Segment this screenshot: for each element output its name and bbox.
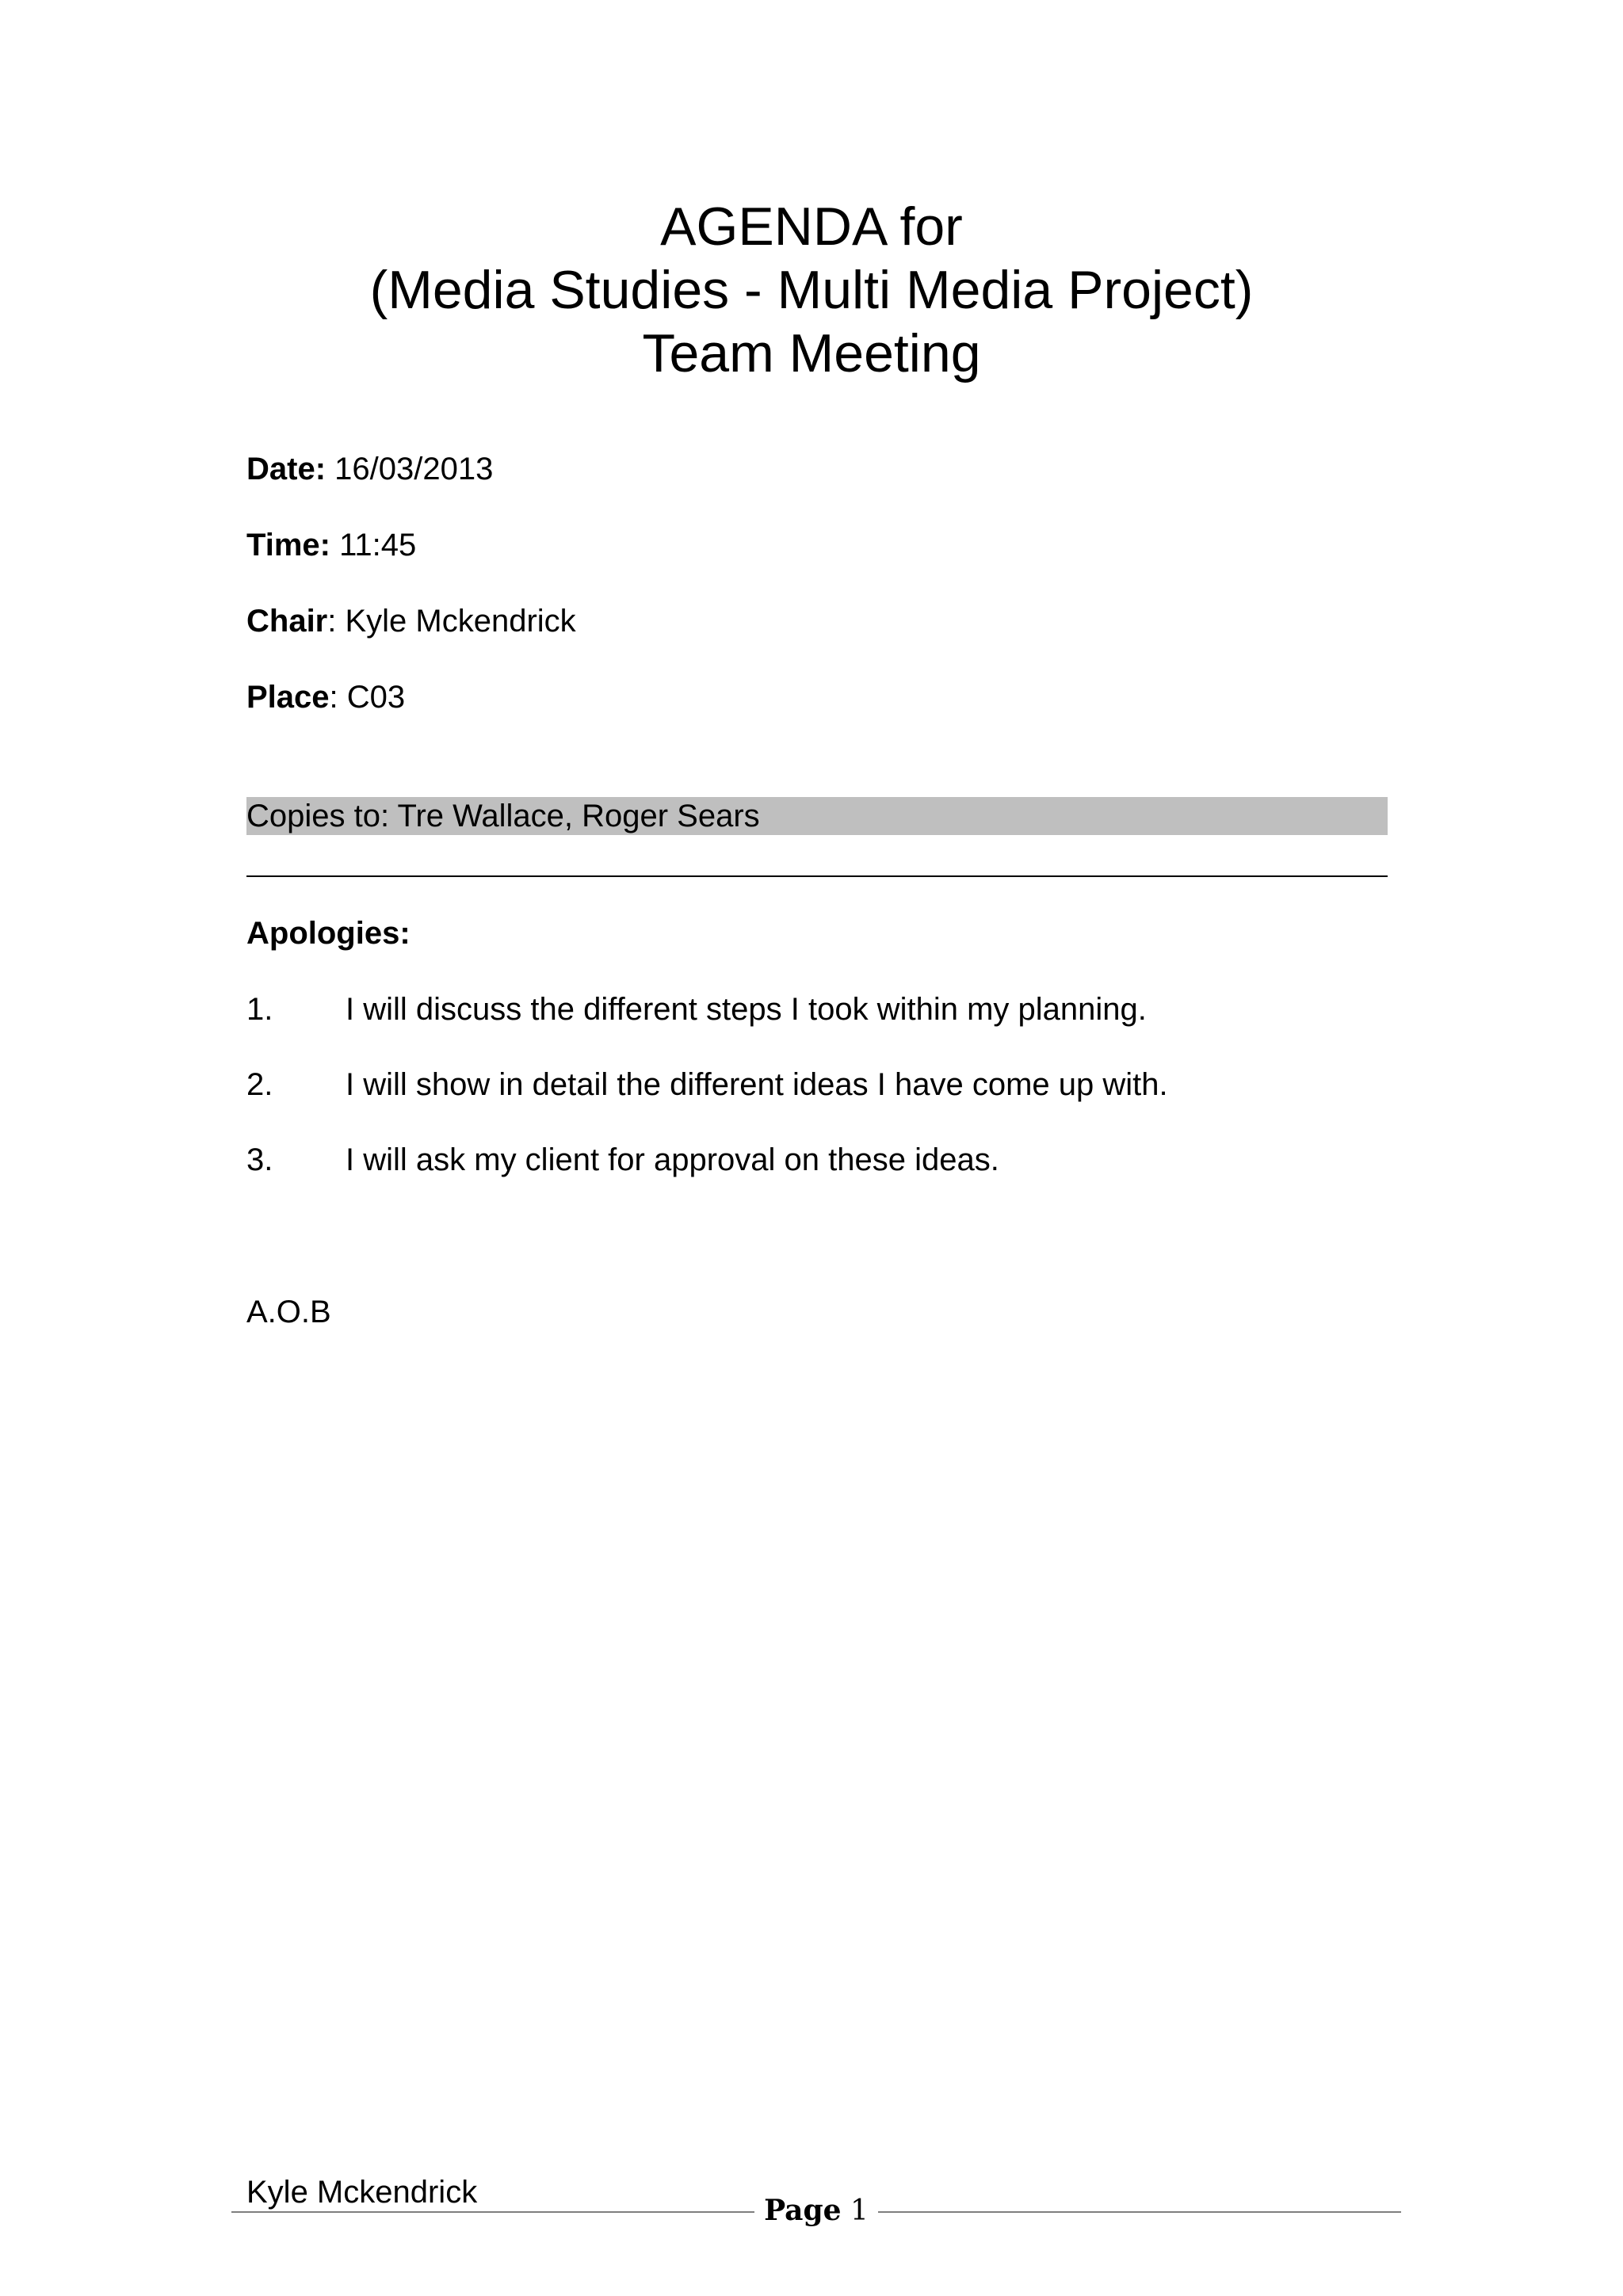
page-number-value: 1 bbox=[850, 2195, 869, 2227]
footer-rule-right bbox=[878, 2211, 1401, 2213]
date-label: Date: bbox=[246, 452, 327, 486]
date-value: 16/03/2013 bbox=[334, 452, 494, 486]
item-text: I will ask my client for approval on these ideas. bbox=[346, 1142, 999, 1177]
title-line-1: AGENDA for bbox=[660, 196, 963, 257]
place-label: Place bbox=[246, 680, 330, 715]
page-number bbox=[754, 2193, 878, 2229]
item-text: I will show in detail the different ideas I have come up with. bbox=[346, 1067, 1168, 1102]
footer-rule-left bbox=[231, 2211, 754, 2213]
date-field bbox=[246, 450, 493, 488]
footer-author: Kyle Mckendrick bbox=[246, 2175, 478, 2210]
agenda-title bbox=[0, 195, 1623, 385]
time-label: Time: bbox=[246, 528, 330, 563]
title-line-3: Team Meeting bbox=[642, 323, 981, 383]
time-value: 11:45 bbox=[339, 528, 417, 563]
page-label: Page bbox=[764, 2194, 842, 2227]
apologies-heading: Apologies: bbox=[246, 916, 411, 951]
item-number: 1. bbox=[246, 992, 273, 1027]
place-value: : C03 bbox=[329, 680, 406, 715]
chair-field bbox=[246, 602, 576, 640]
item-number: 2. bbox=[246, 1067, 273, 1102]
chair-value: : Kyle Mckendrick bbox=[327, 604, 576, 639]
time-field bbox=[246, 526, 416, 564]
title-line-2: (Media Studies - Multi Media Project) bbox=[369, 260, 1254, 320]
item-text: I will discuss the different steps I took within my planning. bbox=[346, 992, 1147, 1027]
copies-to-banner: Copies to: Tre Wallace, Roger Sears bbox=[246, 797, 1388, 835]
item-number: 3. bbox=[246, 1142, 273, 1177]
chair-label: Chair bbox=[246, 604, 328, 639]
place-field bbox=[246, 678, 405, 716]
any-other-business: A.O.B bbox=[246, 1295, 331, 1329]
section-divider bbox=[246, 875, 1388, 877]
